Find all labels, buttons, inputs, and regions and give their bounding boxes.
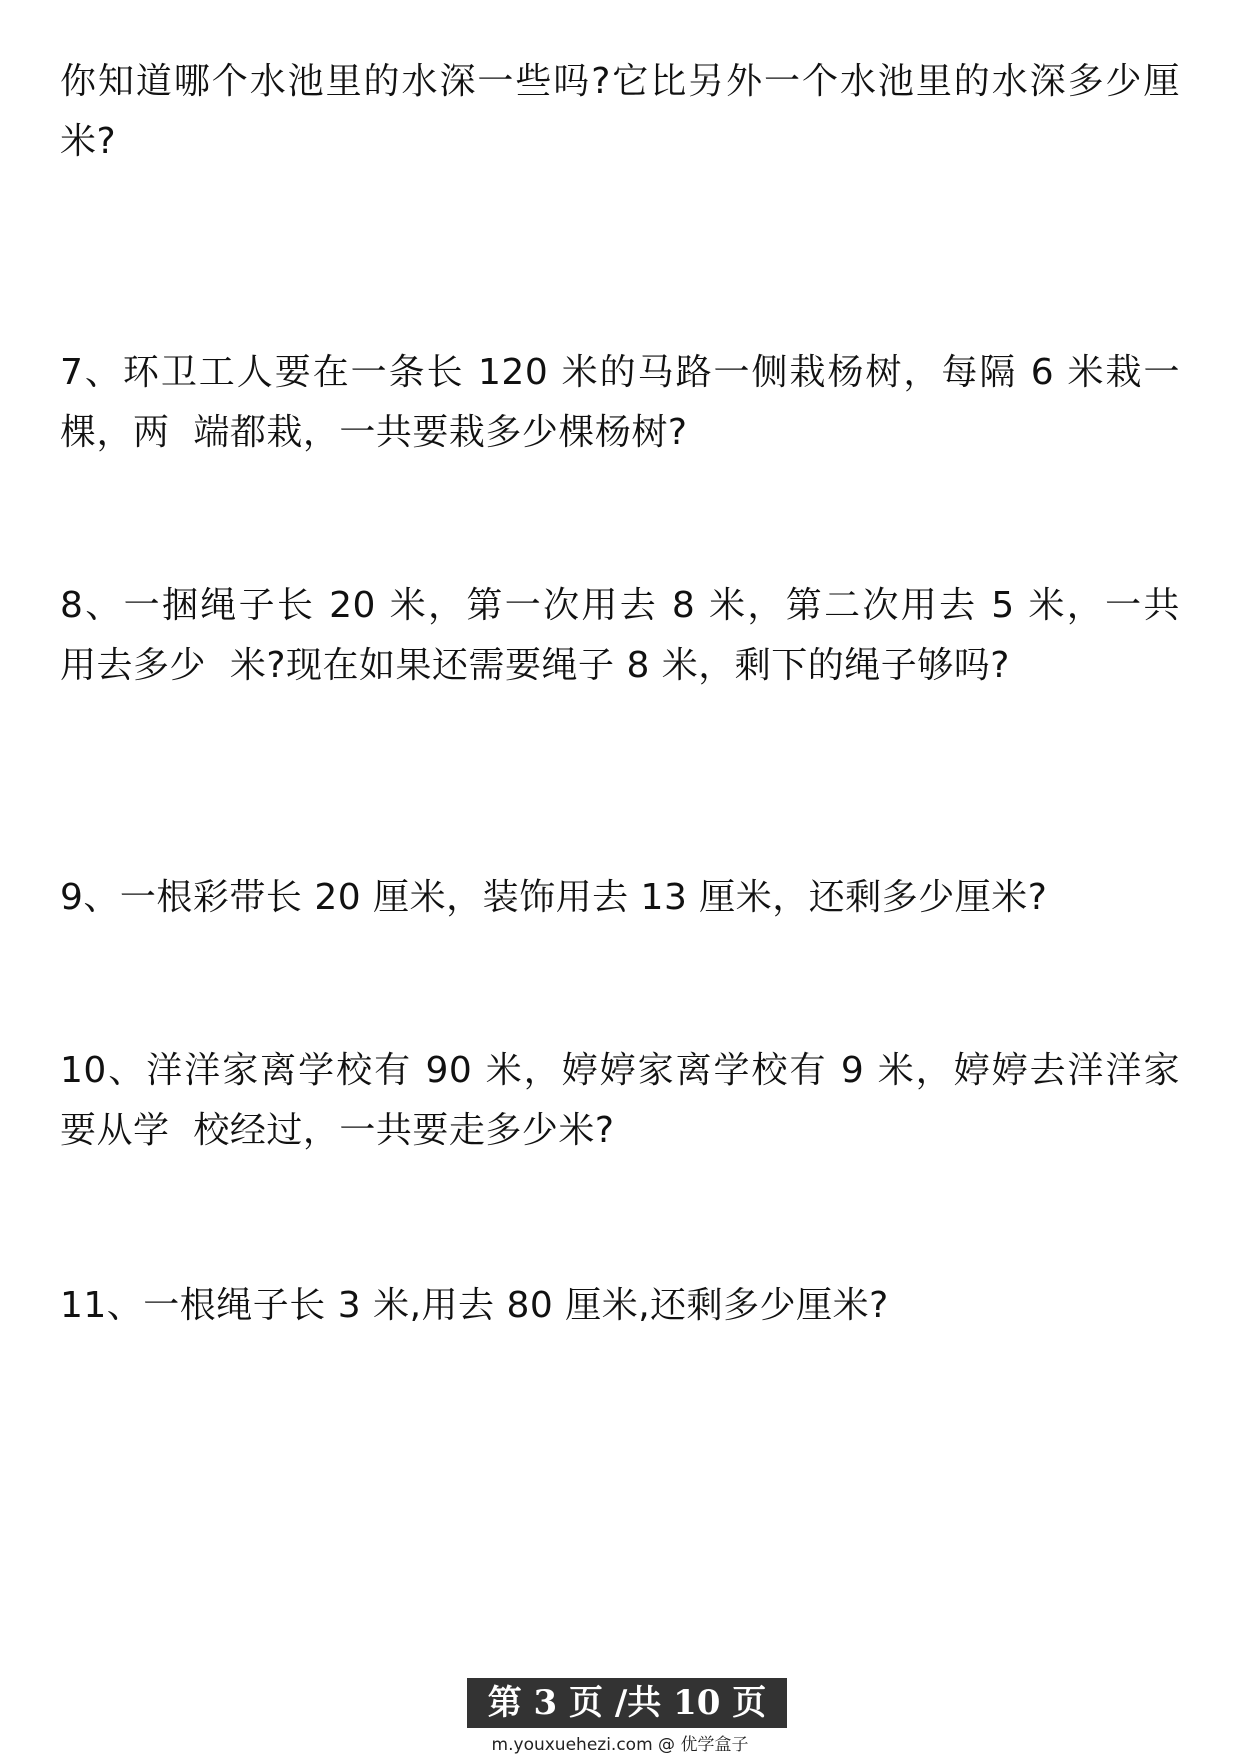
question-line: 9、一根彩带长 20 厘米，装饰用去 13 厘米，还剩多少厘米? bbox=[60, 877, 1048, 918]
question-line: 要从学 校经过，一共要走多少米? bbox=[60, 1110, 615, 1151]
question-line: 棵，两 端都栽，一共要栽多少棵杨树? bbox=[60, 412, 688, 453]
question-line: 米? bbox=[60, 121, 117, 162]
question-line: 11、一根绳子长 3 米,用去 80 厘米,还剩多少厘米? bbox=[60, 1285, 889, 1326]
question-line: 7、环卫工人要在一条长 120 米的马路一侧栽杨树，每隔 6 米栽一 bbox=[60, 352, 1180, 393]
question-line: 你知道哪个水池里的水深一些吗?它比另外一个水池里的水深多少厘 bbox=[60, 61, 1180, 102]
question-line: 8、一捆绳子长 20 米，第一次用去 8 米，第二次用去 5 米，一共 bbox=[60, 585, 1180, 626]
question-line: 用去多少 米?现在如果还需要绳子 8 米，剩下的绳子够吗? bbox=[60, 645, 1010, 686]
page-number-label: 第 3 页 /共 10 页 bbox=[467, 1678, 787, 1728]
site-watermark: m.youxuehezi.com @ 优学盒子 bbox=[491, 1735, 749, 1755]
question-line: 10、洋洋家离学校有 90 米，婷婷家离学校有 9 米，婷婷去洋洋家 bbox=[60, 1050, 1180, 1091]
